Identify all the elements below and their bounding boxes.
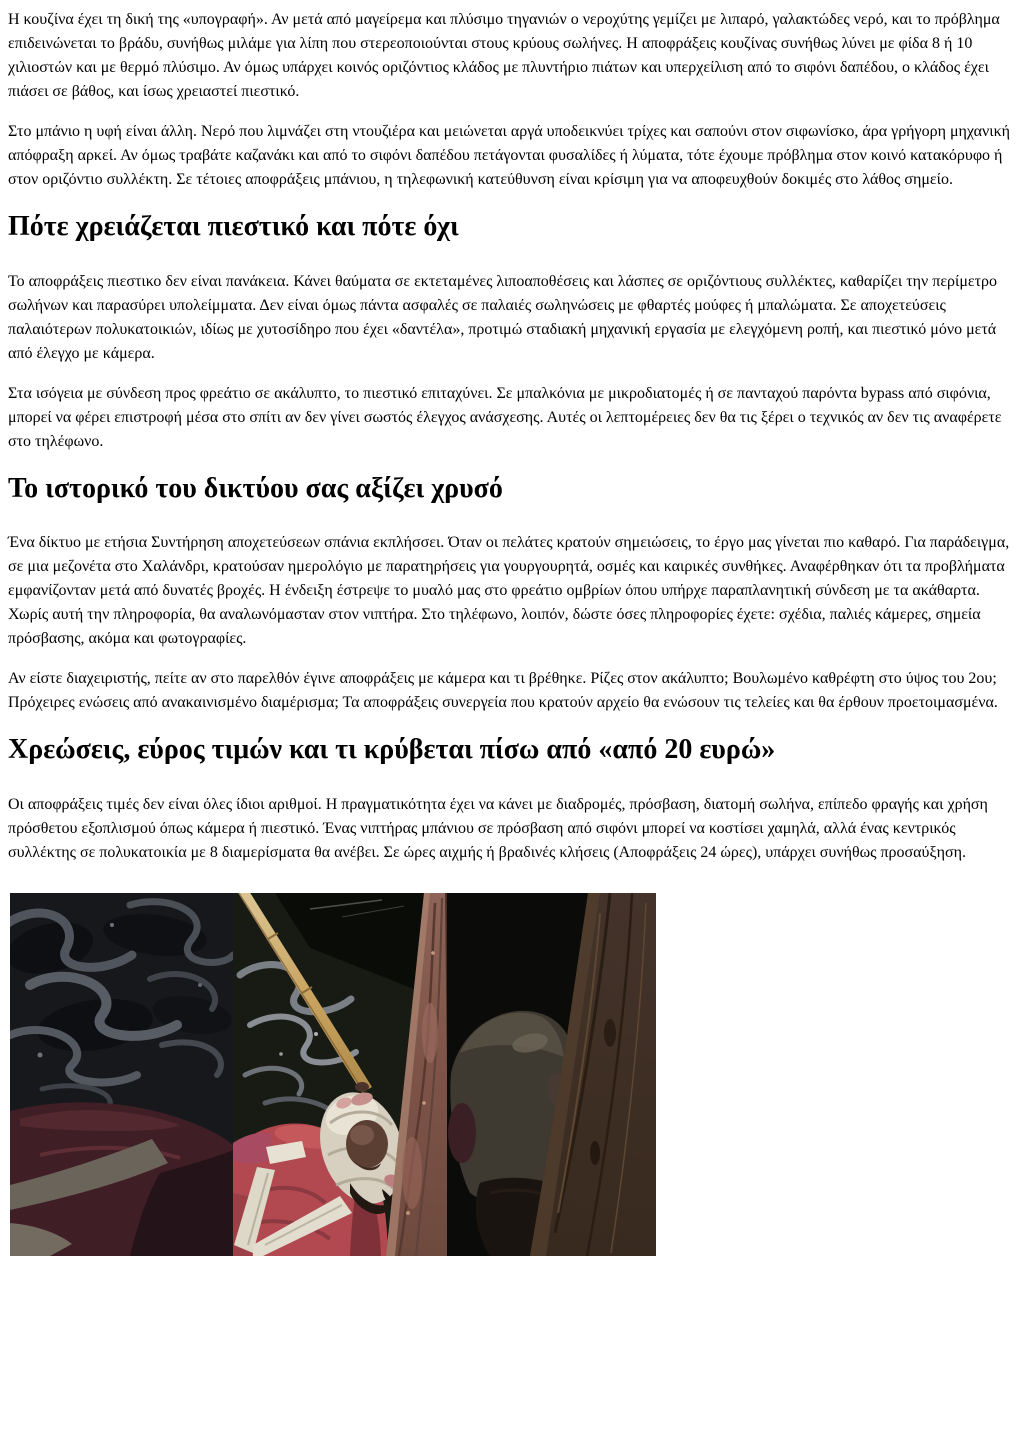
- photo-right-strip: [447, 893, 656, 1256]
- section-3-paragraph-1: Οι αποφράξεις τιμές δεν είναι όλες ίδιοι αριθμοί. Η πραγματικότητα έχει να κάνει με διαδρομές, πρόσβαση, διατομή σωλήνα, επίπεδο φραγής και χρήση πρόσθετου εξοπλισμού όπως κάμερα ή πιεστικό. Ένας νιπτήρας μπάνιου σε πρόσβαση από σιφόνι μπορεί να κοστίσει χαμηλά, αλλά ένας κεντρικός συλλέκτης σε πολυκατοικία με 8 διαμερίσματα θα ανέβει. Σε ώρες αιχμής ή βραδινές κλήσεις (Αποφράξεις 24 ώρες), υπάρχει συνήθως προσαύξηση.: [8, 795, 988, 861]
- section-1-paragraph-2: Στα ισόγεια με σύνδεση προς φρεάτιο σε ακάλυπτο, το πιεστικό επιταχύνει. Σε μπαλκόνια με μικροδιατομές ή σε πανταχού παρόντα bypass από σιφόνια, μπορεί να φέρει επιστροφή μέσα στο σπίτι αν δεν γίνει σωστός έλεγχος ανάσχεσης. Αυτές οι λεπτομέρειες δεν θα τις ξέρει ο τεχνικός αν δεν τις αναφέρετε στο τηλέφωνο.: [8, 384, 1002, 450]
- section-heading-pricing: Χρεώσεις, εύρος τιμών και τι κρύβεται πίσω από «από 20 ευρώ»: [8, 734, 776, 766]
- photo-left-strip: [10, 893, 235, 1256]
- section-heading-pressure-jetting: Πότε χρειάζεται πιεστικό και πότε όχι: [8, 211, 459, 242]
- section-1-paragraph-1: Το αποφράξεις πιεστικο δεν είναι πανάκεια. Κάνει θαύματα σε εκτεταμένες λιποαποθέσεις και λάσπες σε οριζόντιους συλλέκτες, καθαρίζει την περίμετρο σωλήνων και παρασύρει υπολείμματα. Δεν είναι όμως πάντα ασφαλές σε παλαιές σωληνώσεις με φθαρτές μούφες ή μπαλώματα. Σε αποχετεύσεις παλαιότερων πολυκατοικιών, ιδίως με χυτοσίδηρο που έχει «δαντέλα», προτιμώ σταδιακή μηχανική εργασία με ελεγχόμενη ροπή, και πιεστικό μόνο μετά από έλεγχο με κάμερα.: [8, 272, 998, 362]
- section-2-paragraph-2: Αν είστε διαχειριστής, πείτε αν στο παρελθόν έγινε αποφράξεις με κάμερα και τι βρέθηκε. Ρίζες στον ακάλυπτο; Βουλωμένο καθρέφτη στο ύψος του 2ου; Πρόχειρες ενώσεις από ανακαινισμένο διαμέρισμα; Τα αποφράξεις συνεργεία που κρατούν αρχείο θα ενώσουν τις τελείες και θα έρθουν προετοιμασμένα.: [8, 670, 998, 712]
- drain-worker-photo: [10, 893, 656, 1256]
- intro-paragraph-1: Η κουζίνα έχει τη δική της «υπογραφή». Αν μετά από μαγείρεμα και πλύσιμο τηγανιών ο νεροχύτης γεμίζει με λιπαρό, γαλακτώδες νερό, και το πρόβλημα επιδεινώνεται το βράδυ, συνήθως μιλάμε για λίπη που στερεοποιούνται στους κρύους σωλήνες. Η αποφράξεις κουζίνας συνήθως λύνει με φίδα 8 ή 10 χιλιοστών και με θερμό πλύσιμο. Αν όμως υπάρχει κοινός οριζόντιος κλάδος με πλυντήριο πιάτων και υπερχείλιση από το σιφόνι δαπέδου, ο κλάδος έχει πιάσει σε βάθος, και ίσως χρειαστεί πιεστικό.: [8, 11, 1000, 100]
- article-photo: [10, 893, 656, 1256]
- article-body: [8, 8, 1016, 1256]
- section-heading-network-history: Το ιστορικό του δικτύου σας αξίζει χρυσό: [8, 472, 503, 504]
- intro-paragraph-2: Στο μπάνιο η υφή είναι άλλη. Νερό που λιμνάζει στη ντουζιέρα και μειώνεται αργά υποδεικνύει τρίχες και σαπούνι στον σιφωνίσκο, άρα γρήγορη μηχανική απόφραξη αρκεί. Αν όμως τραβάτε καζανάκι και από το σιφόνι δαπέδου πετάγονται φυσαλίδες ή λύματα, τότε έχουμε πρόβλημα στον κοινό κατακόρυφο ή στον οριζόντιο συλλέκτη. Σε τέτοιες αποφράξεις μπάνιου, η τηλεφωνική κατεύθυνση είναι κρίσιμη για να αποφευχθούν δοκιμές στο λάθος σημείο.: [8, 123, 1011, 188]
- section-2-paragraph-1: Ένα δίκτυο με ετήσια Συντήρηση αποχετεύσεων σπάνια εκπλήσσει. Όταν οι πελάτες κρατούν σημειώσεις, το έργο μας γίνεται πιο καθαρό. Για παράδειγμα, σε μια μεζονέτα στο Χαλάνδρι, κρατούσαν ημερολόγιο με παρατηρήσεις για γουργουρητά, οσμές και καιρικές συνθήκες. Αναφέρθηκαν ότι τα προβλήματα εμφανίζονταν μετά από δυνατές βροχές. Η ένδειξη έστρεψε το μυαλό μας στο φρεάτιο ομβρίων όπου υπήρχε παραπλανητική σύνδεση με τα ακάθαρτα. Χωρίς αυτή την πληροφορία, θα αναλωνόμασταν στον νιπτήρα. Στο τηλέφωνο, λοιπόν, δώστε όσες πληροφορίες έχετε: σχέδια, παλιές κάμερες, σημεία πρόσβασης, ακόμα και φωτογραφίες.: [8, 534, 1010, 648]
